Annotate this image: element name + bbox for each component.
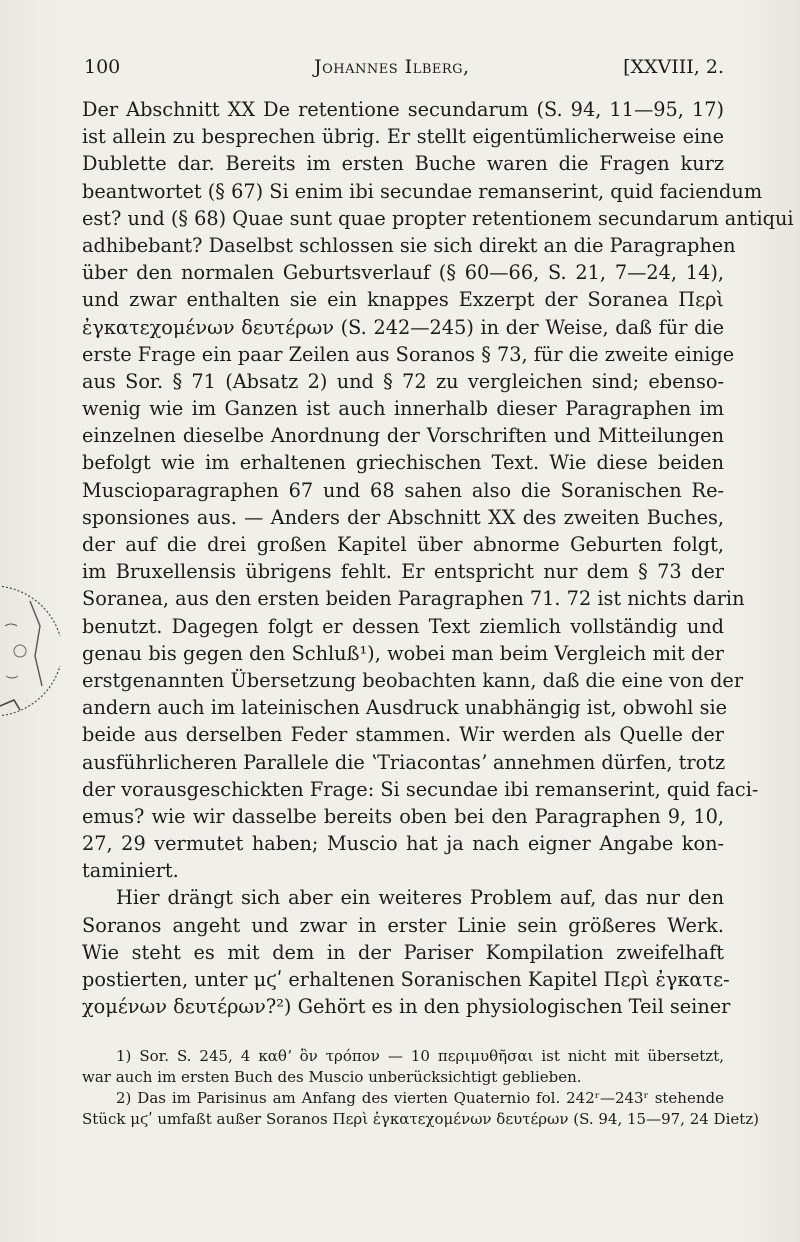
body-line: wenig wie im Ganzen ist auch innerhalb dieser Paragraphen im: [82, 397, 724, 421]
body-line: erstgenannten Übersetzung beobachten kann, daß die eine von der: [82, 668, 744, 692]
library-stamp: [0, 566, 80, 736]
body-line: im Bruxellensis übrigens fehlt. Er entspricht nur dem § 73 der: [82, 560, 724, 584]
body-line: 27, 29 vermutet haben; Muscio hat ja nach eigner Angabe kon-: [82, 832, 724, 856]
body-line: über den normalen Geburtsverlauf (§ 60—66, S. 21, 7—24, 14),: [82, 261, 724, 285]
body-line: befolgt wie im erhaltenen griechischen Text. Wie diese beiden: [82, 451, 724, 475]
body-line: der vorausgeschickten Frage: Si secundae ibi remanserint, quid faci-: [82, 777, 759, 801]
footnote-line: war auch im ersten Buch des Muscio unberücksichtigt geblieben.: [82, 1068, 582, 1086]
body-line: genau bis gegen den Schluß¹), wobei man beim Vergleich mit der: [82, 641, 724, 665]
body-line: ἐγκατεχομένων δευτέρων (S. 242—245) in der Weise, daß für die: [82, 315, 724, 339]
page-number: 100: [84, 56, 121, 78]
body-line: beide aus derselben Feder stammen. Wir werden als Quelle der: [82, 723, 724, 747]
body-line: und zwar enthalten sie ein knappes Exzerpt der Soranea Περὶ: [82, 288, 724, 312]
body-line: Der Abschnitt XX De retentione secundarum (S. 94, 11—95, 17): [82, 98, 724, 121]
footnotes: [82, 1046, 760, 1130]
body-line: Hier drängt sich aber ein weiteres Problem auf, das nur den: [116, 886, 724, 910]
body-line: ausführlicheren Parallele die ʽTriacontasʼ annehmen dürfen, trotz: [82, 750, 726, 774]
body-text: [82, 96, 794, 1020]
body-line: taminiert.: [82, 859, 179, 883]
body-line: benutzt. Dagegen folgt er dessen Text ziemlich vollständig und: [82, 614, 724, 638]
body-line: erste Frage ein paar Zeilen aus Soranos § 73, für die zweite einige: [82, 342, 735, 366]
footnote-line: Stück μϛʹ umfaßt außer Soranos Περὶ ἐγκατεχομένων δευτέρων (S. 94, 15—97, 24 Dietz): [82, 1110, 760, 1128]
running-head: Johannes Ilberg,: [314, 56, 470, 78]
body-line: Muscioparagraphen 67 und 68 sahen also die Soranischen Re-: [82, 478, 724, 502]
body-line: postierten, unter μϛʹ erhaltenen Soranischen Kapitel Περὶ ἐγκατε-: [82, 968, 730, 991]
body-line: einzelnen dieselbe Anordnung der Vorschriften und Mitteilungen: [82, 424, 724, 448]
body-line: adhibebant? Daselbst schlossen sie sich direkt an die Paragraphen: [82, 233, 736, 257]
body-line: aus Sor. § 71 (Absatz 2) und § 72 zu vergleichen sind; ebenso-: [82, 369, 724, 393]
body-line: ist allein zu besprechen übrig. Er stellt eigentümlicherweise eine: [82, 125, 724, 149]
body-line: Dublette dar. Bereits im ersten Buche waren die Fragen kurz: [82, 152, 724, 176]
section-reference: [XXVIII, 2.: [623, 56, 724, 78]
footnote-line: 1) Sor. S. 245, 4 καθʼ ὃν τρόπον — 10 περιμυθῆσαι ist nicht mit übersetzt,: [116, 1047, 724, 1065]
body-line: Soranos angeht und zwar in erster Linie sein größeres Werk.: [82, 913, 724, 937]
body-line: sponsiones aus. — Anders der Abschnitt XX des zweiten Buches,: [82, 505, 724, 529]
body-line: est? und (§ 68) Quae sunt quae propter retentionem secundarum antiqui: [82, 206, 794, 230]
body-line: Soranea, aus den ersten beiden Paragraphen 71. 72 ist nichts darin: [82, 587, 745, 611]
body-line: der auf die drei großen Kapitel über abnorme Geburten folgt,: [82, 533, 724, 556]
page-header: [84, 56, 724, 86]
body-line: χομένων δευτέρων?²) Gehört es in den physiologischen Teil seiner: [82, 995, 731, 1019]
body-line: emus? wie wir dasselbe bereits oben bei den Paragraphen 9, 10,: [82, 804, 724, 828]
body-line: beantwortet (§ 67) Si enim ibi secundae remanserint, quid faciendum: [82, 179, 763, 203]
body-line: andern auch im lateinischen Ausdruck unabhängig ist, obwohl sie: [82, 696, 728, 720]
body-line: Wie steht es mit dem in der Pariser Kompilation zweifelhaft: [82, 940, 724, 964]
footnote-line: 2) Das im Parisinus am Anfang des vierten Quaternio fol. 242ʳ—243ʳ stehende: [116, 1089, 724, 1107]
